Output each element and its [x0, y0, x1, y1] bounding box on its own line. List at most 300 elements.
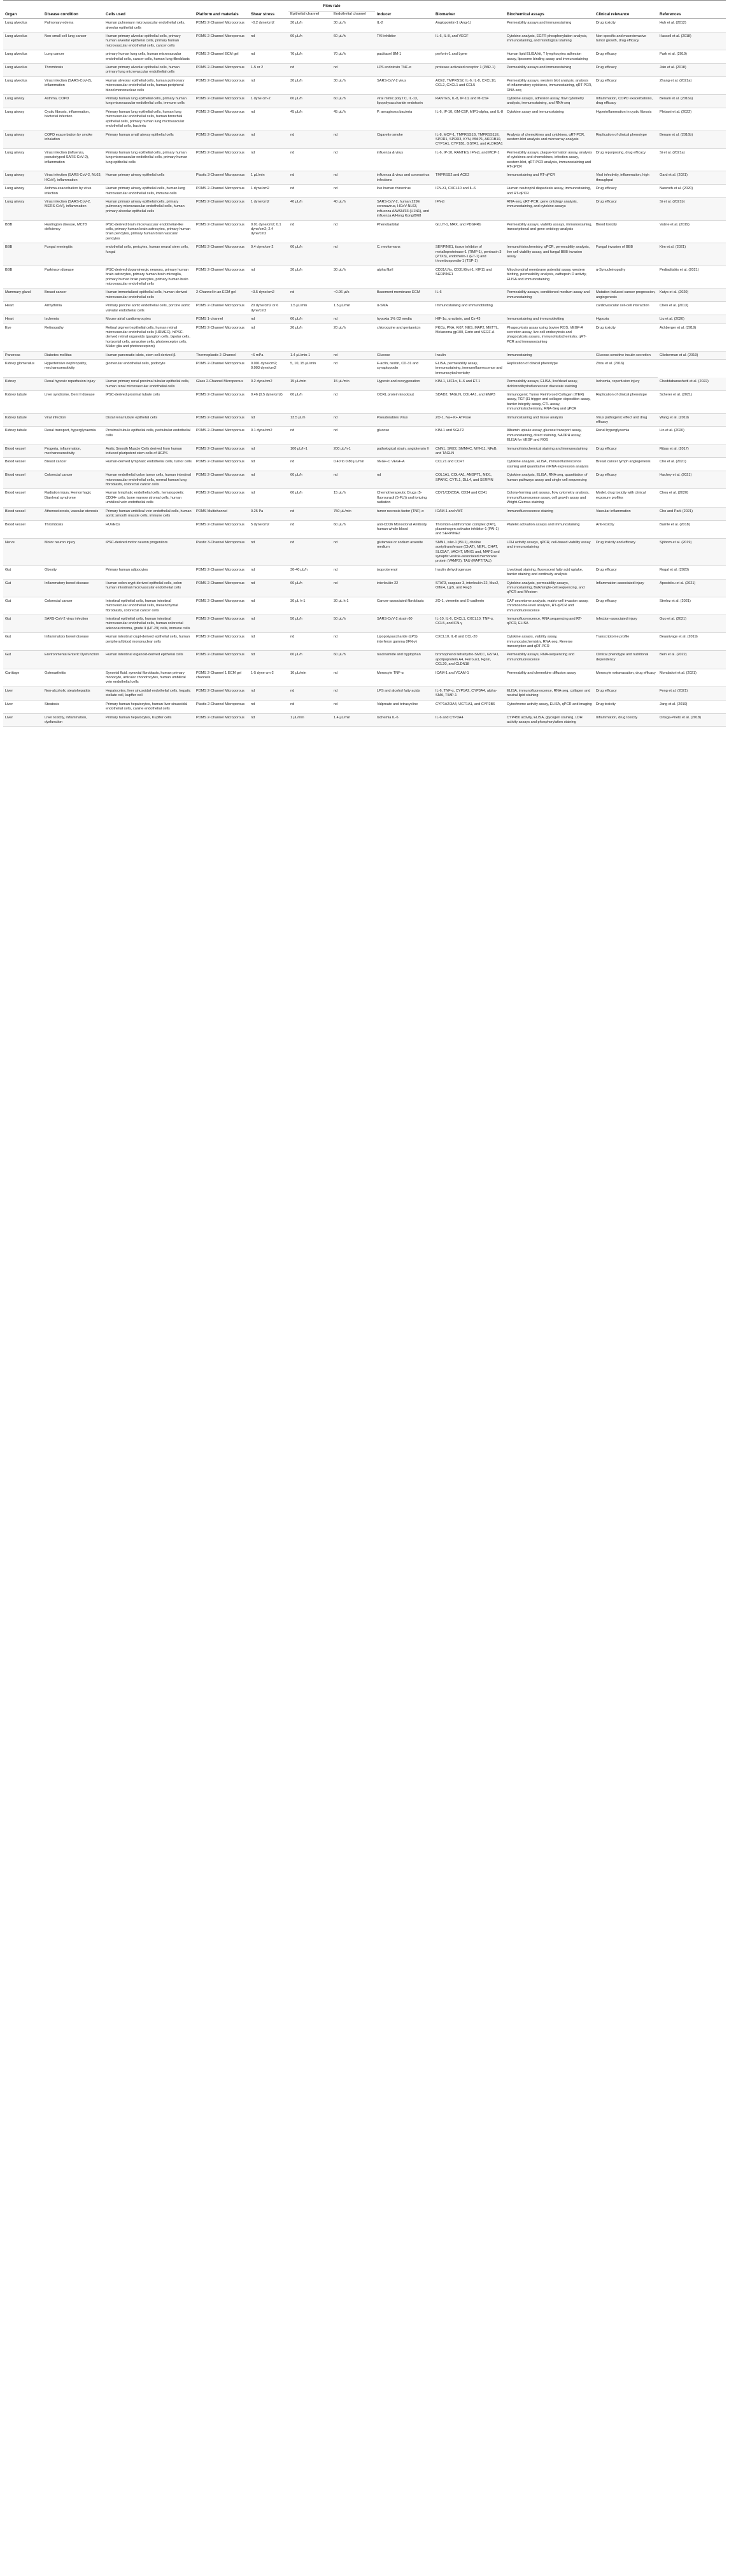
- cell-biomarker: IL-6, TNF-α, CYP1A2, CYP3A4, alpha-SMA, TIMP-1: [434, 687, 505, 700]
- cell-clinical: Replication of clinical phenotype: [594, 390, 658, 413]
- cell-shear: 1 dyne cm-2: [249, 95, 288, 108]
- cell-inducer: Phenobarbital: [375, 220, 434, 243]
- cell-assays: Cytokine analysis, ELISA, immunofluorescence staining and quantitative mRNA expression analysis: [505, 458, 594, 471]
- cell-disease: Inflammatory bowel disease: [43, 633, 104, 651]
- header-clinical: Clinical relevance: [594, 1, 658, 19]
- cell-assays: Replication of clinical phenotype: [505, 359, 594, 377]
- cell-flow-endothelial: 15 μL/h: [332, 489, 375, 507]
- table-row: [3, 700, 726, 713]
- cell-organ: Lung airway: [3, 131, 43, 148]
- cell-shear: 1 μL/min: [249, 171, 288, 185]
- cell-organ: Pancreas: [3, 351, 43, 359]
- cell-platform: PDMS 2-Channel Microporous: [194, 445, 249, 458]
- cell-clinical: Drug efficacy: [594, 76, 658, 94]
- cell-clinical: Replication of clinical phenotype: [594, 131, 658, 148]
- table-body: [3, 19, 726, 727]
- cell-shear: 1-5 dyne cm-2: [249, 669, 288, 687]
- cell-disease: Retinopathy: [43, 324, 104, 351]
- cell-biomarker: GLUT-1, MAX, and PDGFRb: [434, 220, 505, 243]
- cell-clinical: Renal hyperglycemia: [594, 427, 658, 445]
- cell-flow-endothelial: nd: [332, 538, 375, 566]
- cell-reference: Zhang et al. (2021a): [658, 76, 726, 94]
- cell-flow-epithelial: 1 μL/min: [288, 713, 332, 727]
- cell-reference: Park et al. (2019): [658, 50, 726, 64]
- cell-disease: Virus infection (SARS-CoV-2), inflammation: [43, 76, 104, 94]
- table-row: [3, 131, 726, 148]
- cell-shear: 0.01 dyne/cm2; 0.1 dyne/cm2; 2.4 dyne/cm2: [249, 220, 288, 243]
- table-row: [3, 359, 726, 377]
- cell-flow-epithelial: 60 μL/h: [288, 315, 332, 324]
- cell-flow-endothelial: nd: [332, 566, 375, 579]
- cell-inducer: LPS endotoxin TNF-α: [375, 64, 434, 77]
- cell-organ: Lung alveolus: [3, 76, 43, 94]
- cell-disease: Obesity: [43, 566, 104, 579]
- cell-platform: PDMS 2-Channel ECM gel: [194, 50, 249, 64]
- table-row: [3, 302, 726, 315]
- cell-reference: Cho et al. (2021): [658, 458, 726, 471]
- cell-organ: Lung airway: [3, 108, 43, 131]
- cell-clinical: Virus pathogenic effect and drug efficacy: [594, 413, 658, 427]
- cell-flow-epithelial: 30 μL/h: [288, 266, 332, 288]
- header-cells: Cells used: [104, 1, 194, 19]
- cell-inducer: SARS-CoV-2 strain 60: [375, 615, 434, 633]
- cell-shear: nd: [249, 566, 288, 579]
- table-row: [3, 489, 726, 507]
- cell-assays: Immunostaining and immunoblotting: [505, 315, 594, 324]
- cell-clinical: Breast cancer lymph angiogenesis: [594, 458, 658, 471]
- cell-flow-epithelial: nd: [288, 171, 332, 185]
- cell-disease: Non-small cell lung cancer: [43, 32, 104, 50]
- cell-platform: Plastic 2-Channel Microporous: [194, 700, 249, 713]
- cell-reference: Ortega-Prieto et al. (2018): [658, 713, 726, 727]
- cell-inducer: niacinamide and tryptophan: [375, 651, 434, 669]
- cell-flow-epithelial: nd: [288, 131, 332, 148]
- cell-shear: nd: [249, 713, 288, 727]
- cell-shear: nd: [249, 266, 288, 288]
- cell-inducer: OCRL protein knockout: [375, 390, 434, 413]
- cell-inducer: Chemotherapeutic Drugs (5-fluorouracil (5-FU)) and ionizing radiation: [375, 489, 434, 507]
- header-disease: Disease condition: [43, 1, 104, 19]
- cell-organ: Liver: [3, 700, 43, 713]
- cell-organ: Lung airway: [3, 171, 43, 185]
- table-row: [3, 378, 726, 391]
- cell-cells: Human pulmonary microvascular endothelial cells, alveolar epithelial cells: [104, 19, 194, 32]
- cell-platform: Plastic 3-Channel Microporous: [194, 538, 249, 566]
- cell-biomarker: ELISA, permeability assay, immunostaining, immunofluorescence and immunocytochemistry: [434, 359, 505, 377]
- cell-shear: nd: [249, 489, 288, 507]
- cell-reference: Hassell et al. (2018): [658, 32, 726, 50]
- cell-organ: Lung airway: [3, 95, 43, 108]
- cell-biomarker: CD71/CD235A, CD34 and CD41: [434, 489, 505, 507]
- cell-clinical: Model, drug toxicity with clinical exposure profiles: [594, 489, 658, 507]
- cell-flow-epithelial: 100 μL/h-1: [288, 445, 332, 458]
- cell-assays: CYP450 activity, ELISA, glycogen staining, LDH activity assays and phosphorylation staining: [505, 713, 594, 727]
- cell-organ: Lung airway: [3, 185, 43, 198]
- cell-biomarker: IL-6, IP-10, RANTES, IFN-β, and MCP-1: [434, 148, 505, 171]
- cell-flow-epithelial: nd: [288, 458, 332, 471]
- cell-flow-endothelial: ~0.06 μl/s: [332, 288, 375, 302]
- table-row: [3, 197, 726, 220]
- cell-cells: Primary human umbilical vein endothelial cells, human aortic smooth muscle cells, immune cells: [104, 507, 194, 520]
- cell-shear: nd: [249, 538, 288, 566]
- table-row: [3, 148, 726, 171]
- cell-flow-epithelial: 1.5 μL/min: [288, 302, 332, 315]
- cell-shear: nd: [249, 315, 288, 324]
- cell-cells: Primary human small airway epithelial cells: [104, 131, 194, 148]
- table-row: [3, 633, 726, 651]
- cell-organ: Lung alveolus: [3, 19, 43, 32]
- cell-shear: nd: [249, 413, 288, 427]
- cell-clinical: Inflammation, drug toxicity: [594, 713, 658, 727]
- cell-platform: PDMS 2-Channel Microporous: [194, 302, 249, 315]
- header-platform: Platform and materials: [194, 1, 249, 19]
- cell-flow-endothelial: nd: [332, 148, 375, 171]
- cell-reference: Apostolou et al. (2021): [658, 579, 726, 597]
- cell-biomarker: ICAM-1 and vWF: [434, 507, 505, 520]
- cell-inducer: C. neoformans: [375, 243, 434, 266]
- cell-flow-endothelial: 70 μL/h: [332, 50, 375, 64]
- cell-biomarker: bromophenol tetrahydro-SMCC, GSTA1, apolipoprotein A4, Ferrous1, Fgnin, CCL20, and CLDN18: [434, 651, 505, 669]
- header-endothelial: Endothelial channel: [332, 11, 375, 19]
- cell-platform: PDMS 2-Channel Microporous: [194, 687, 249, 700]
- cell-organ: Kidney tubule: [3, 390, 43, 413]
- cell-inducer: glutamate or sodium arsenite medium: [375, 538, 434, 566]
- cell-platform: PDMS 2-Channel Microporous: [194, 597, 249, 615]
- cell-inducer: chloroquine and gentamicin: [375, 324, 434, 351]
- cell-shear: ~6 mPa: [249, 351, 288, 359]
- cell-organ: BBB: [3, 243, 43, 266]
- organ-chip-table: [3, 0, 726, 727]
- cell-biomarker: IFN-λ1, CXCL10 and IL-6: [434, 185, 505, 198]
- cell-flow-epithelial: 60 μL/h: [288, 32, 332, 50]
- cell-clinical: Drug toxicity: [594, 324, 658, 351]
- cell-organ: Kidney tubule: [3, 413, 43, 427]
- cell-assays: Live/dead staining, fluorescent fatty acid uptake, barrier staining and continuity analysis: [505, 566, 594, 579]
- cell-flow-epithelial: nd: [288, 633, 332, 651]
- cell-shear: ~0.2 dyne/cm2: [249, 19, 288, 32]
- table-row: [3, 108, 726, 131]
- cell-flow-endothelial: 20 μL/h: [332, 324, 375, 351]
- cell-reference: Cho and Park (2021): [658, 507, 726, 520]
- cell-flow-epithelial: 45 μL/h: [288, 108, 332, 131]
- cell-platform: PDMS 2-Channel Microporous: [194, 615, 249, 633]
- cell-flow-endothelial: 1.4 μL/min: [332, 713, 375, 727]
- cell-inducer: live human rhinovirus: [375, 185, 434, 198]
- cell-flow-endothelial: 60 μL/h: [332, 32, 375, 50]
- cell-cells: Primary human lung epithelial cells, human lung microvascular endothelial cells, human bronchial epithelial cells, primary human lung microvascular endothelial cells, bacteria: [104, 108, 194, 131]
- cell-platform: PDMS 2-Channel Microporous: [194, 713, 249, 727]
- table-row: [3, 266, 726, 288]
- cell-flow-epithelial: 10 μL/min: [288, 669, 332, 687]
- header-flow: Flow rate: [288, 1, 375, 11]
- cell-disease: Liver syndrome, Dent II disease: [43, 390, 104, 413]
- cell-cells: Human alveolar epithelial cells, human pulmonary microvascular endothelial cells, human peripheral blood mononuclear cells: [104, 76, 194, 94]
- cell-biomarker: STAT3, caspase 3, interleukin 22, Muc2, Olfm4, Lgr5, and Reg3: [434, 579, 505, 597]
- cell-platform: PDMS 2-Channel Microporous: [194, 427, 249, 445]
- header-shear: Shear stress: [249, 1, 288, 19]
- cell-flow-endothelial: 30 μL h-1: [332, 597, 375, 615]
- cell-organ: Lung airway: [3, 148, 43, 171]
- cell-inducer: interleukin 22: [375, 579, 434, 597]
- cell-organ: Lung alveolus: [3, 64, 43, 77]
- cell-reference: Plebani et al. (2022): [658, 108, 726, 131]
- cell-flow-epithelial: 60 μL/h: [288, 390, 332, 413]
- cell-flow-epithelial: 15 μL/min: [288, 378, 332, 391]
- table-row: [3, 669, 726, 687]
- cell-flow-endothelial: nd: [332, 171, 375, 185]
- cell-platform: PDMS 2-Channel Microporous: [194, 32, 249, 50]
- cell-cells: Human intestinal organoid-derived epithelial cells: [104, 651, 194, 669]
- cell-organ: Gut: [3, 579, 43, 597]
- cell-assays: Immunohistochemical staining and immunostaining: [505, 445, 594, 458]
- table-container: [3, 0, 726, 727]
- cell-assays: CAF secretome analysis, matrix-cell invasion assay, chromosome-level analysis, RT-qPCR and immunofluorescence: [505, 597, 594, 615]
- cell-assays: Mitochondrial membrane potential assay, western blotting, permeability analysis, cathepsin D activity, ELISA and immunostaining: [505, 266, 594, 288]
- cell-cells: Human primary airway epithelial cells, primary pulmonary microvascular endothelial cells, human primary alveolar epithelial cells: [104, 197, 194, 220]
- cell-biomarker: CD31/LNs, CD31/Glut-1, KIF11 and SERPINE1: [434, 266, 505, 288]
- cell-disease: Renal hypoxic reperfusion injury: [43, 378, 104, 391]
- cell-clinical: Drug efficacy: [594, 64, 658, 77]
- cell-disease: Atherosclerosis, vascular stenosis: [43, 507, 104, 520]
- cell-inducer: anti-CD36 Monoclonal Antibody human whole blood: [375, 520, 434, 538]
- cell-shear: 0.1 dyne/cm2: [249, 427, 288, 445]
- cell-organ: Lung alveolus: [3, 50, 43, 64]
- cell-flow-endothelial: 60 μL/h: [332, 651, 375, 669]
- cell-assays: Cytochrome activity assay, ELISA, qPCR and imaging: [505, 700, 594, 713]
- cell-flow-endothelial: 60 μL/h: [332, 95, 375, 108]
- cell-shear: nd: [249, 458, 288, 471]
- cell-shear: nd: [249, 131, 288, 148]
- cell-clinical: Non-specific and macroinvasive tumor growth, drug efficacy: [594, 32, 658, 50]
- cell-organ: Gut: [3, 615, 43, 633]
- cell-flow-endothelial: nd: [332, 700, 375, 713]
- cell-disease: Non-alcoholic steatohepatitis: [43, 687, 104, 700]
- header-refs: References: [658, 1, 726, 19]
- cell-reference: Sjöbom et al. (2019): [658, 538, 726, 566]
- cell-platform: PDMS 2-Channel Microporous: [194, 633, 249, 651]
- cell-cells: Human endothelial colon tumor cells, human intestinal microvascular endothelial cells, normal human lung fibroblasts, colorectal cancer cells: [104, 471, 194, 489]
- cell-disease: Virus infection (SARS-CoV-2, MERS-CoV), inflammation: [43, 197, 104, 220]
- cell-inducer: Ischemia IL-6: [375, 713, 434, 727]
- cell-assays: [505, 302, 594, 315]
- cell-platform: PDMS 2-Channel Microporous: [194, 19, 249, 32]
- cell-cells: Primary human adipocytes: [104, 566, 194, 579]
- cell-flow-endothelial: nd: [332, 669, 375, 687]
- cell-shear: nd: [249, 445, 288, 458]
- cell-inducer: tumor necrosis factor (TNF)-α: [375, 507, 434, 520]
- cell-clinical: Hypoxia: [594, 315, 658, 324]
- cell-flow-epithelial: 30 μL/h: [288, 19, 332, 32]
- cell-biomarker: Thrombin-antithrombin complex (TAT), plasminogen activator inhibitor-1 (PAI-1) and SERPINE2: [434, 520, 505, 538]
- cell-flow-endothelial: nd: [332, 687, 375, 700]
- cell-flow-endothelial: 45 μL/h: [332, 108, 375, 131]
- cell-flow-epithelial: 30 μL h-1: [288, 597, 332, 615]
- cell-shear: nd: [249, 633, 288, 651]
- cell-flow-epithelial: nd: [288, 148, 332, 171]
- cell-reference: Bein et al. (2022): [658, 651, 726, 669]
- cell-platform: PDMS 2-Channel Microporous: [194, 489, 249, 507]
- table-row: [3, 185, 726, 198]
- cell-reference: Pediaditakis et al. (2021): [658, 266, 726, 288]
- cell-assays: Permeability assays, conditioned medium assay and immunostaining: [505, 288, 594, 302]
- cell-assays: Cytokine assays, viability assay, immunocytochemistry, RNA-seq, Reverse transcription and qRT-PCR: [505, 633, 594, 651]
- cell-flow-epithelial: nd: [288, 288, 332, 302]
- table-row: [3, 324, 726, 351]
- cell-organ: Lung alveolus: [3, 32, 43, 50]
- cell-disease: Inflammatory bowel disease: [43, 579, 104, 597]
- cell-assays: Human neutrophil diapedesis assay, immunostaining, and RT-qPCR: [505, 185, 594, 198]
- cell-flow-epithelial: 60 μL/h: [288, 95, 332, 108]
- cell-assays: RNA-seq, qRT-PCR, gene ontology analysis, immunostaining, and cytokine assays: [505, 197, 594, 220]
- cell-flow-endothelial: nd: [332, 359, 375, 377]
- cell-clinical: Drug efficacy: [594, 566, 658, 579]
- cell-platform: PDMS 2-Channel Microporous: [194, 266, 249, 288]
- cell-platform: PDMS 2-Channel Microporous: [194, 243, 249, 266]
- cell-organ: Blood vessel: [3, 471, 43, 489]
- table-row: [3, 687, 726, 700]
- cell-inducer: viral mimic poly I:C, IL-13, lipopolysaccharide endotoxin: [375, 95, 434, 108]
- cell-shear: 20 dyne/cm2 or 6 dyne/cm2: [249, 302, 288, 315]
- cell-inducer: influenza & virus: [375, 148, 434, 171]
- cell-reference: Wang et al. (2019): [658, 413, 726, 427]
- cell-clinical: Clinical phenotype and nutritional dependency: [594, 651, 658, 669]
- cell-biomarker: RANTES, IL-8, IP-10, and M-CSF: [434, 95, 505, 108]
- cell-cells: Primary human hepatocytes, Kupffer cells: [104, 713, 194, 727]
- cell-biomarker: IL-6, IL-8, and VEGF: [434, 32, 505, 50]
- cell-shear: nd: [249, 32, 288, 50]
- cell-disease: Parkinson disease: [43, 266, 104, 288]
- cell-clinical: cardiovascular cell-cell interaction: [594, 302, 658, 315]
- cell-organ: Gut: [3, 633, 43, 651]
- cell-biomarker: PKCα, PNA, Ki67, NES, MAP2, METTL, Melanoma gp100, Ezrin and VEGF-A: [434, 324, 505, 351]
- cell-platform: PDMS 2-Channel Microporous: [194, 458, 249, 471]
- cell-cells: Human primary airway epithelial cells, human lung microvascular endothelial cells, immune cells: [104, 185, 194, 198]
- cell-disease: Liver toxicity, inflammation, dysfunction: [43, 713, 104, 727]
- cell-disease: Renal transport, hyperglycaemia: [43, 427, 104, 445]
- cell-inducer: P. aeruginosa bacteria: [375, 108, 434, 131]
- cell-platform: PDMS 2-Channel Microporous: [194, 95, 249, 108]
- cell-reference: Scherer et al. (2021): [658, 390, 726, 413]
- cell-biomarker: ICAM-1 and VCAM-1: [434, 669, 505, 687]
- cell-clinical: Drug repurposing, drug efficacy: [594, 148, 658, 171]
- table-row: [3, 64, 726, 77]
- cell-organ: Gut: [3, 651, 43, 669]
- cell-biomarker: ZO-1, vimentin and E-cadherin: [434, 597, 505, 615]
- cell-biomarker: KIM-1 and SGLT2: [434, 427, 505, 445]
- cell-biomarker: CYP1A2/3A4, UGT1A1, and CYP2B6: [434, 700, 505, 713]
- cell-assays: Cytokine assays, adhesion assay, flow cytometry analysis, immunostaining, and RNA-seq: [505, 95, 594, 108]
- cell-flow-endothelial: 0.40 to 0.80 μL/min: [332, 458, 375, 471]
- cell-cells: Human colon crypt-derived epithelial cells, colon human intestinal microvascular endothelial cells: [104, 579, 194, 597]
- cell-inducer: Hypoxic and reoxygenation: [375, 378, 434, 391]
- cell-flow-endothelial: 30 μL/h: [332, 266, 375, 288]
- cell-organ: Blood vessel: [3, 507, 43, 520]
- cell-platform: PDMS 2-Channel Microporous: [194, 324, 249, 351]
- cell-platform: Plastic 3-Channel Microporous: [194, 171, 249, 185]
- cell-flow-endothelial: nd: [332, 427, 375, 445]
- cell-cells: Intestinal epithelial cells, human intestinal microvascular endothelial cells, mesenchymal fibroblasts, colorectal cancer cells: [104, 597, 194, 615]
- cell-assays: Permeability assays and immunostaining: [505, 64, 594, 77]
- table-row: [3, 50, 726, 64]
- cell-assays: Immunostaining and RT-qPCR: [505, 171, 594, 185]
- cell-inducer: Monocyte TNF-α: [375, 669, 434, 687]
- table-row: [3, 566, 726, 579]
- cell-flow-epithelial: 1.4 μL/min-1: [288, 351, 332, 359]
- cell-disease: Cystic fibrosis, inflammation, bacterial infection: [43, 108, 104, 131]
- cell-organ: Kidney tubule: [3, 427, 43, 445]
- cell-cells: iPSC-derived proximal tubule cells: [104, 390, 194, 413]
- cell-cells: Synovial fluid, synovial fibroblasts, human primary monocyte, articular chondrocytes, human umbilical vein endothelial cells: [104, 669, 194, 687]
- cell-shear: nd: [249, 579, 288, 597]
- cell-organ: BBB: [3, 220, 43, 243]
- cell-biomarker: Insulin: [434, 351, 505, 359]
- cell-reference: Glieberman et al. (2019): [658, 351, 726, 359]
- cell-cells: Aortic Smooth Muscle Cells derived from human induced pluripotent stem cells of HGPS: [104, 445, 194, 458]
- cell-biomarker: TMPRSS2 and ACE2: [434, 171, 505, 185]
- cell-cells: Human immortalized epithelial cells, human-derived microvascular endothelial cells: [104, 288, 194, 302]
- cell-platform: PDMS 2-Channel Microporous: [194, 148, 249, 171]
- cell-shear: 1 dyne/cm2: [249, 185, 288, 198]
- cell-inducer: VEGF-C VEGF-A: [375, 458, 434, 471]
- cell-clinical: Drug toxicity: [594, 19, 658, 32]
- cell-flow-epithelial: 40 μL/h: [288, 197, 332, 220]
- cell-reference: Rogal et al. (2020): [658, 566, 726, 579]
- cell-organ: Liver: [3, 713, 43, 727]
- cell-flow-endothelial: 1.5 μL/min: [332, 302, 375, 315]
- cell-clinical: Infection-associated injury: [594, 615, 658, 633]
- cell-assays: Analysis of chemokines and cytokines, qRT-PCR, western blot analysis and microarray analysis: [505, 131, 594, 148]
- cell-shear: ~3.5 dyne/cm2: [249, 288, 288, 302]
- cell-disease: Breast cancer: [43, 288, 104, 302]
- cell-disease: Ischemia: [43, 315, 104, 324]
- cell-inducer: SARS-CoV-2, human 229E coronavirus, HCoV-NL63, influenza A/WSN/33 (H1N1), and influenza A/Hong Kong/8/68: [375, 197, 434, 220]
- table-row: [3, 32, 726, 50]
- table-row: [3, 615, 726, 633]
- cell-disease: Pulmonary edema: [43, 19, 104, 32]
- cell-flow-endothelial: nd: [332, 351, 375, 359]
- cell-cells: Human lymphatic endothelial cells, hematopoietic CD34+ cells, bone marrow stromal cells, human umbilical vein endothelial cells: [104, 489, 194, 507]
- cell-disease: Progeria, inflammation, mechanosensitivity: [43, 445, 104, 458]
- cell-inducer: α-SMA: [375, 302, 434, 315]
- cell-assays: Cytokine analysis, ELISA, RNA-seq, quantitation of human pathways assay and single cell sequencing: [505, 471, 594, 489]
- cell-flow-epithelial: 60 μL/h: [288, 471, 332, 489]
- cell-cells: HUVECs: [104, 520, 194, 538]
- table-row: [3, 471, 726, 489]
- cell-reference: Kim et al. (2021): [658, 243, 726, 266]
- cell-shear: nd: [249, 597, 288, 615]
- cell-platform: PDMS 2-Channel Microporous: [194, 579, 249, 597]
- cell-reference: Ribas et al. (2017): [658, 445, 726, 458]
- cell-reference: Si et al. (2021b): [658, 197, 726, 220]
- cell-biomarker: IL-10, IL-6, CXCL1, CXCL10, TNF-α, CCL5, and IFN-γ: [434, 615, 505, 633]
- cell-platform: PDMS 1-channel: [194, 315, 249, 324]
- cell-flow-epithelial: 50 μL/h: [288, 615, 332, 633]
- header-assays: Biochemical assays: [505, 1, 594, 19]
- cell-cells: Human pancreatic islets, stem cell derived β: [104, 351, 194, 359]
- cell-inducer: LPS and alcohol fatty acids: [375, 687, 434, 700]
- cell-inducer: Cigarette smoke: [375, 131, 434, 148]
- cell-platform: Thermoplastic 2-Channel: [194, 351, 249, 359]
- cell-disease: Motor neuron injury: [43, 538, 104, 566]
- cell-assays: ELISA, immunofluorescence, RNA-seq, collagen and neutral lipid staining: [505, 687, 594, 700]
- cell-shear: nd: [249, 76, 288, 94]
- cell-disease: Arrhythmia: [43, 302, 104, 315]
- cell-flow-epithelial: nd: [288, 520, 332, 538]
- cell-inducer: IL-2: [375, 19, 434, 32]
- cell-cells: Mouse atrial cardiomyocytes: [104, 315, 194, 324]
- cell-flow-epithelial: nd: [288, 427, 332, 445]
- cell-inducer: Lipopolysaccharide (LPS) interferon gamma (IFN-γ): [375, 633, 434, 651]
